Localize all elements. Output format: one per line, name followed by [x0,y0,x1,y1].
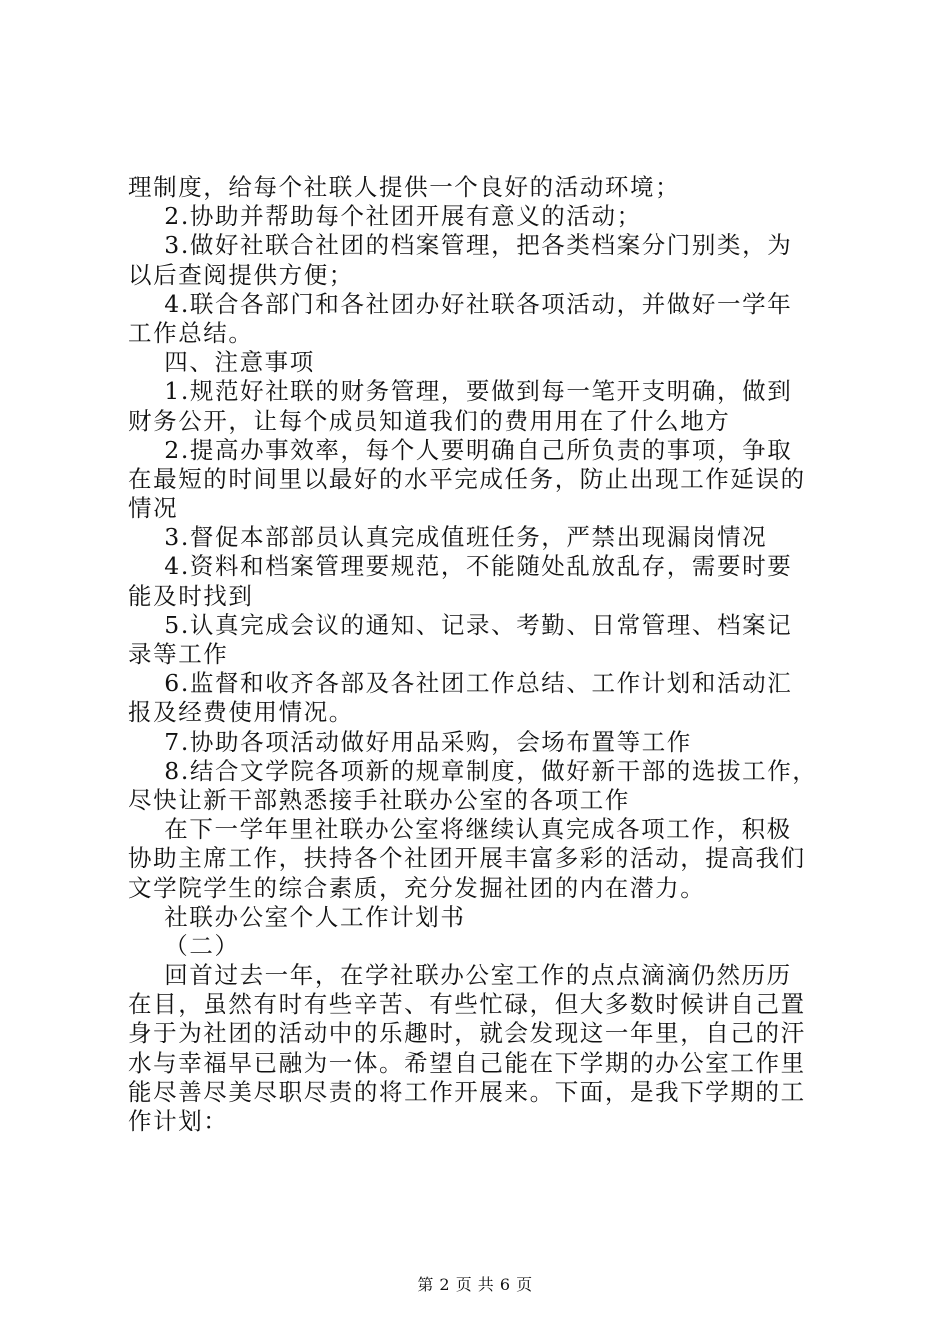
text-line: 回首过去一年，在学社联办公室工作的点点滴滴仍然历历 [128,961,792,990]
text-line: 理制度，给每个社联人提供一个良好的活动环境； [128,173,681,201]
text-line: 工作总结。 [128,318,254,347]
text-line: 文学院学生的综合素质，充分发掘社团的内在潜力。 [128,873,706,902]
text-line: 协助主席工作，扶持各个社团开展丰富多彩的活动，提高我们 [128,844,806,873]
text-line: 4.资料和档案管理要规范，不能随处乱放乱存，需要时要 [128,552,793,581]
text-line: 身于为社团的活动中的乐趣时，就会发现这一年里，自己的汗 [128,1019,806,1048]
text-line: 1.规范好社联的财务管理，要做到每一笔开支明确，做到 [128,377,793,406]
text-line: 作计划： [128,1107,229,1135]
text-line: 录等工作 [128,640,229,668]
text-line: 2.协助并帮助每个社团开展有意义的活动； [128,202,642,231]
body-text [128,173,838,1136]
text-line: 财务公开，让每个成员知道我们的费用用在了什么地方 [128,406,731,435]
text-line: 水与幸福早已融为一体。希望自己能在下学期的办公室工作里 [128,1048,806,1077]
text-line: 6.监督和收齐各部及各社团工作总结、工作计划和活动汇 [128,669,793,698]
part-marker: （二） [128,931,240,960]
text-line: 4.联合各部门和各社团办好社联各项活动，并做好一学年 [128,289,793,318]
text-line: 5.认真完成会议的通知、记录、考勤、日常管理、档案记 [128,610,793,639]
page-number-footer: 第 2 页 共 6 页 [417,1275,533,1294]
text-line: 3.督促本部部员认真完成值班任务，严禁出现漏岗情况 [128,523,768,552]
text-line: 情况 [128,494,179,523]
text-line: 在目，虽然有时有些辛苦、有些忙碌，但大多数时候讲自己置 [128,990,806,1019]
section-heading: 四、注意事项 [128,348,315,377]
text-line: 8.结合文学院各项新的规章制度，做好新干部的选拔工作， [128,756,818,785]
text-line: 3.做好社联合社团的档案管理，把各类档案分门别类，为 [128,231,793,260]
text-line: 2.提高办事效率，每个人要明确自己所负责的事项，争取 [128,435,793,464]
text-line: 报及经费使用情况。 [128,698,354,727]
text-line: 在最短的时间里以最好的水平完成任务，防止出现工作延误的 [128,464,806,493]
text-line: 能及时找到 [128,581,254,610]
text-line: 7.协助各项活动做好用品采购，会场布置等工作 [128,727,692,756]
text-line: 尽快让新干部熟悉接手社联办公室的各项工作 [128,785,630,814]
text-line: 以后查阅提供方便； [128,260,354,289]
text-line: 能尽善尽美尽职尽责的将工作开展来。下面，是我下学期的工 [128,1077,806,1106]
text-line: 在下一学年里社联办公室将继续认真完成各项工作，积极 [128,815,792,844]
document-title: 社联办公室个人工作计划书 [128,902,466,931]
